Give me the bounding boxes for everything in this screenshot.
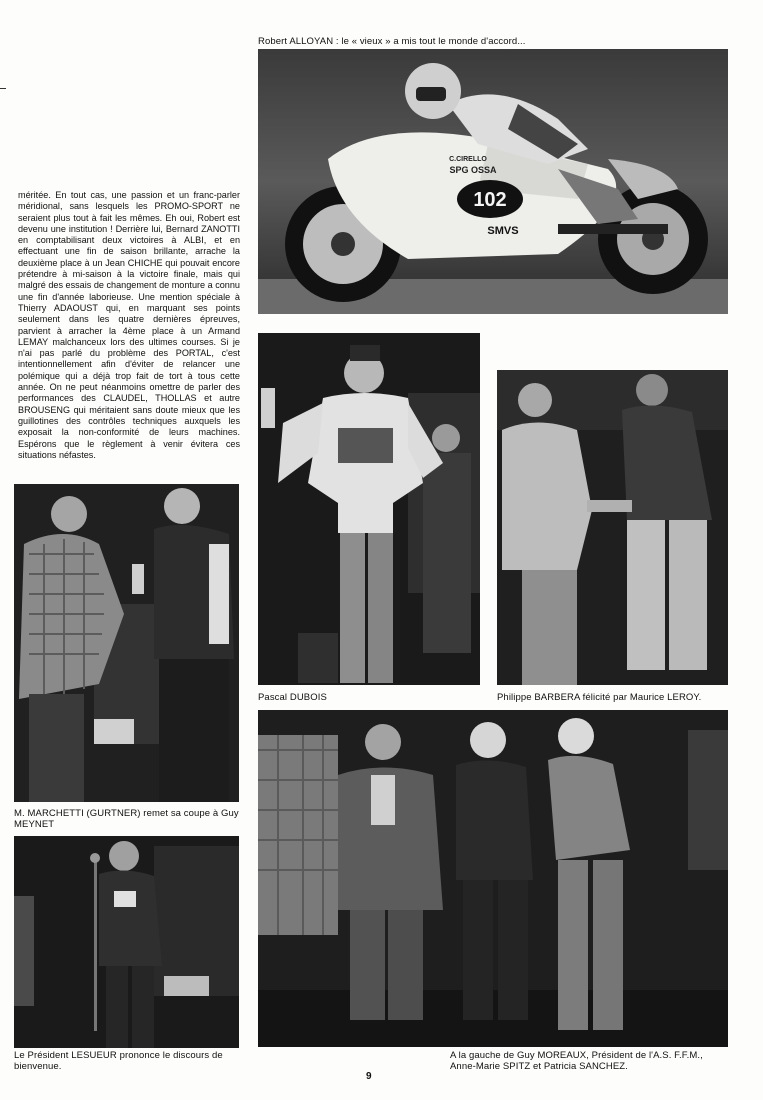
photo-pascal-dubois [258,333,480,685]
caption-alloyan: Robert ALLOYAN : le « vieux » a mis tout le monde d'accord... [258,36,526,47]
marchetti-image [14,484,239,802]
article-text: méritée. En tout cas, une passion et un franc-parler méridional, sans lesquels les PROMO-SPORT ne seraient plus tout à fait les mêmes. Eh oui, Robert est devenu une institution ! Derrière lui, Bernard ZANOTTI en comptabilisant deux victoires à ALBI, et en effectuant une fin de saison brillante, arrache la deuxième place à un Jean CHICHE qui pouvait encore prétendre à mi-saison à la victoire finale, mais qui malgré des essais de changement de monture a connu une fin d'année laborieuse. Une mention spéciale à Thierry ADAOUST qui, en marquant ses points seulement dans les quatre dernières épreuves, parvient à arracher la 4ème place à un Armand LEMAY malchanceux lors des ultimes courses. Si je n'ai pas parlé du problème des PORTAL, c'est intentionnellement afin d'éviter de relancer une polémique qui a déjà trop fait de tort à tous cette année. On ne peut néanmoins omettre de parler des performances des CLAUDEL, THOLLAS et autre BROUSENG qui méritaient sans doute mieux que les guillotines des contrôles techniques auxquels les exposait la non-conformité de leurs machines. Espérons que le règlement à venir évitera ces situations néfastes. [18,190,240,460]
photo-motorcycle [258,49,728,314]
page-number: 9 [366,1071,372,1082]
photo-moreaux-spitz-sanchez [258,710,728,1047]
sponsor-2: SPG OSSA [449,165,497,175]
lesueur-image [14,836,239,1048]
caption-barbera: Philippe BARBERA félicité par Maurice LEROY. [497,692,702,703]
photo-lesueur [14,836,239,1048]
dubois-image [258,333,480,685]
caption-moreaux-line-2: Anne-Marie SPITZ et Patricia SANCHEZ. [450,1061,628,1072]
barbera-image [497,370,728,685]
motorcycle-image [258,49,728,314]
moreaux-image [258,710,728,1047]
caption-dubois: Pascal DUBOIS [258,692,327,703]
caption-lesueur-text: Le Président LESUEUR prononce le discours de bienvenue. [14,1050,223,1072]
race-number: 102 [473,189,507,211]
photo-barbera-leroy [497,370,728,685]
fairing-text: SMVS [487,225,519,237]
caption-moreaux [450,1050,703,1072]
caption-marchetti-text: M. MARCHETTI (GURTNER) remet sa coupe à Guy MEYNET [14,808,239,830]
caption-marchetti [14,808,246,830]
caption-lesueur [14,1050,246,1072]
margin-mark [0,88,6,89]
caption-moreaux-line-1: A la gauche de Guy MOREAUX, Président de l'A.S. F.F.M., [450,1050,703,1061]
photo-marchetti-meynet [14,484,239,802]
sponsor-1: C.CIRELLO [449,156,487,163]
